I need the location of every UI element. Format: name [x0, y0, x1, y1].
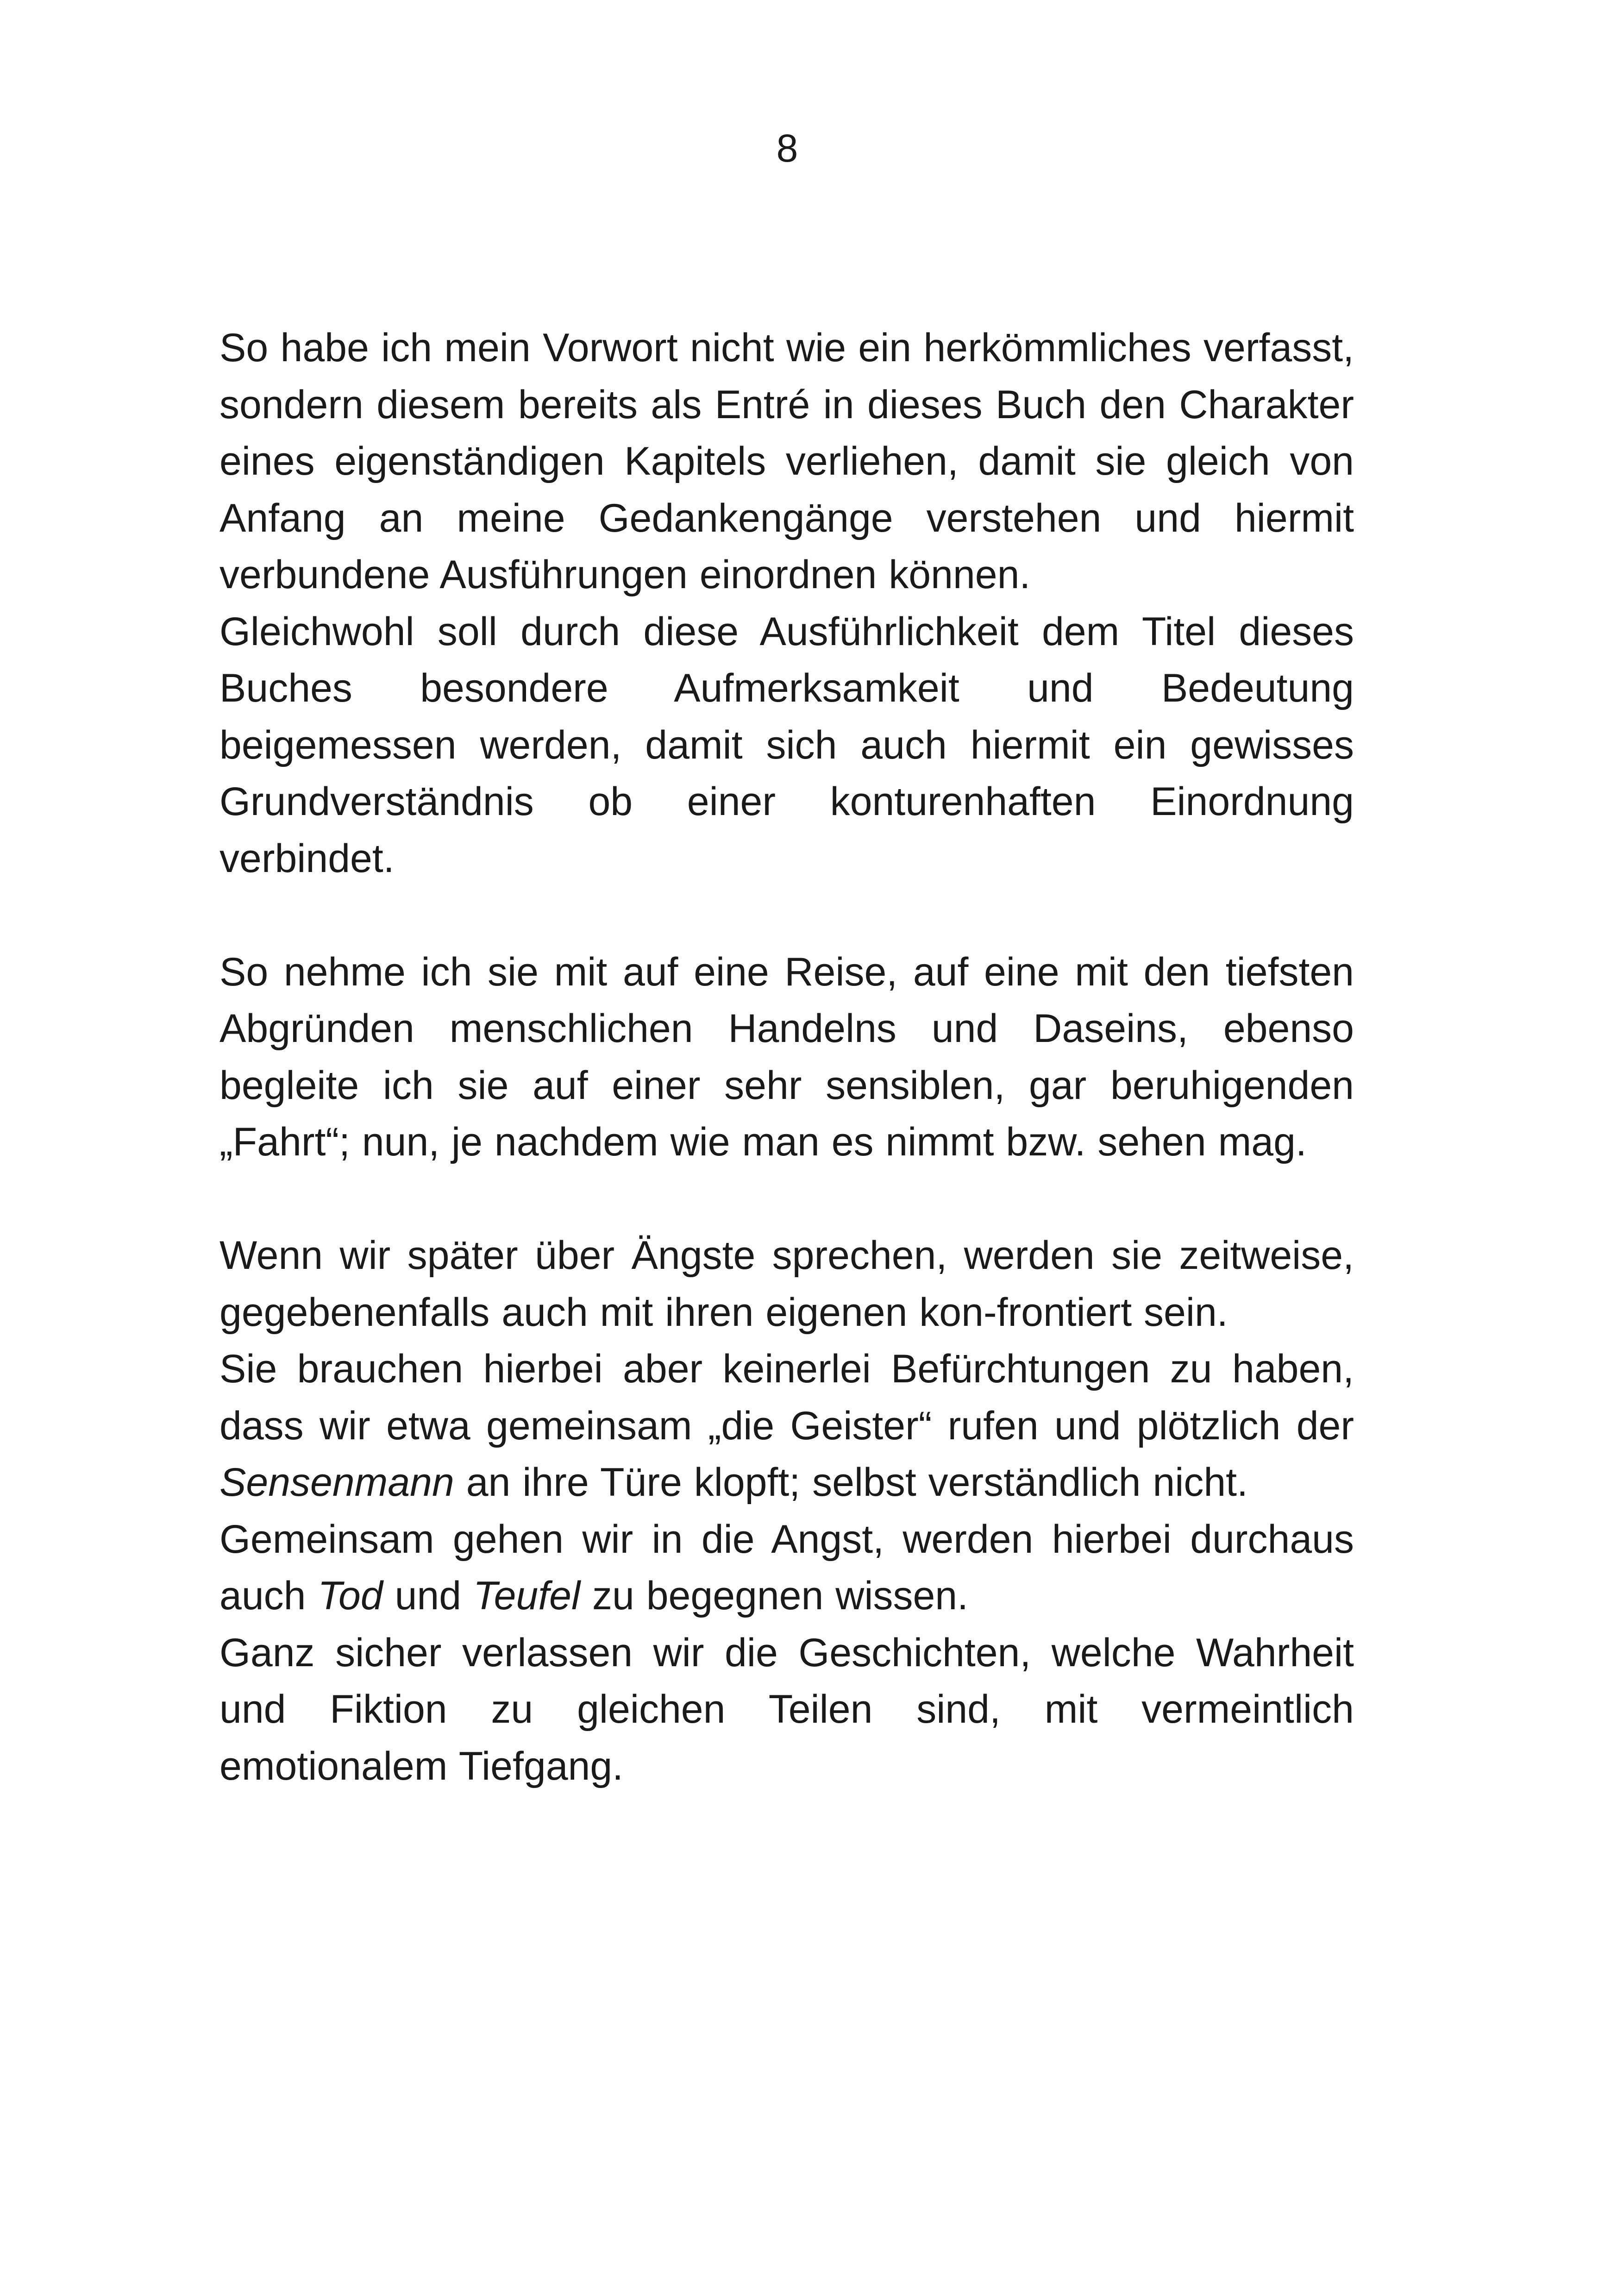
paragraph-gemeinsam	[219, 1511, 1354, 1625]
paragraph-text: Sie brauchen hierbei aber keinerlei Befürchtungen zu haben, dass wir etwa gemeinsam „die Geister“ rufen und plötzlich der	[219, 1347, 1354, 1448]
paragraph-text: Gemeinsam gehen wir in die Angst, werden hierbei durchaus auch	[219, 1517, 1354, 1618]
body-text	[219, 320, 1354, 1794]
italic-term-sensenmann: Sensenmann	[219, 1460, 454, 1505]
paragraph-befuerchtungen	[219, 1341, 1354, 1511]
paragraph-text: So nehme ich sie mit auf eine Reise, auf eine mit den tiefsten Abgründen menschlichen Handelns und Daseins, ebenso begleite ich sie auf einer sehr sensiblen, gar beruhigenden „Fahrt“; nun, je nachdem wie man es nimmt bzw. sehen mag.	[219, 949, 1354, 1164]
paragraph-text: Ganz sicher verlassen wir die Geschichten, welche Wahrheit und Fiktion zu gleichen Teilen sind, mit vermeintlich emotionalem Tiefgang.	[219, 1630, 1354, 1788]
paragraph-geschichten	[219, 1625, 1354, 1795]
paragraph-text: an ihre Türe klopft; selbst verständlich nicht.	[454, 1460, 1248, 1505]
paragraph-text: zu begegnen wissen.	[580, 1574, 969, 1618]
paragraph-text: Wenn wir später über Ängste sprechen, werden sie zeitweise, gegebenenfalls auch mit ihren eigenen kon-frontiert sein.	[219, 1233, 1354, 1335]
paragraph-text: Gleichwohl soll durch diese Ausführlichkeit dem Titel dieses Buches besondere Aufmerksamkeit und Bedeutung beigemessen werden, damit sich auch hiermit ein gewisses Grundverständnis ob einer konturenhaften Einordnung verbindet.	[219, 609, 1354, 881]
italic-term-tod: Tod	[318, 1574, 383, 1618]
paragraph-aengste	[219, 1227, 1354, 1341]
paragraph-gleichwohl	[219, 603, 1354, 887]
paragraph-text: und	[382, 1574, 473, 1618]
paragraph-vorwort	[219, 320, 1354, 603]
paragraph-text: So habe ich mein Vorwort nicht wie ein herkömmliches verfasst, sondern diesem bereits als Entré in dieses Buch den Charakter eines eigenständigen Kapitels verliehen, damit sie gleich von Anfang an meine Gedankengänge verstehen und hiermit verbundene Ausführungen einordnen können.	[219, 326, 1354, 597]
paragraph-reise	[219, 944, 1354, 1171]
page-number: 8	[776, 126, 798, 170]
italic-term-teufel: Teufel	[473, 1574, 581, 1618]
